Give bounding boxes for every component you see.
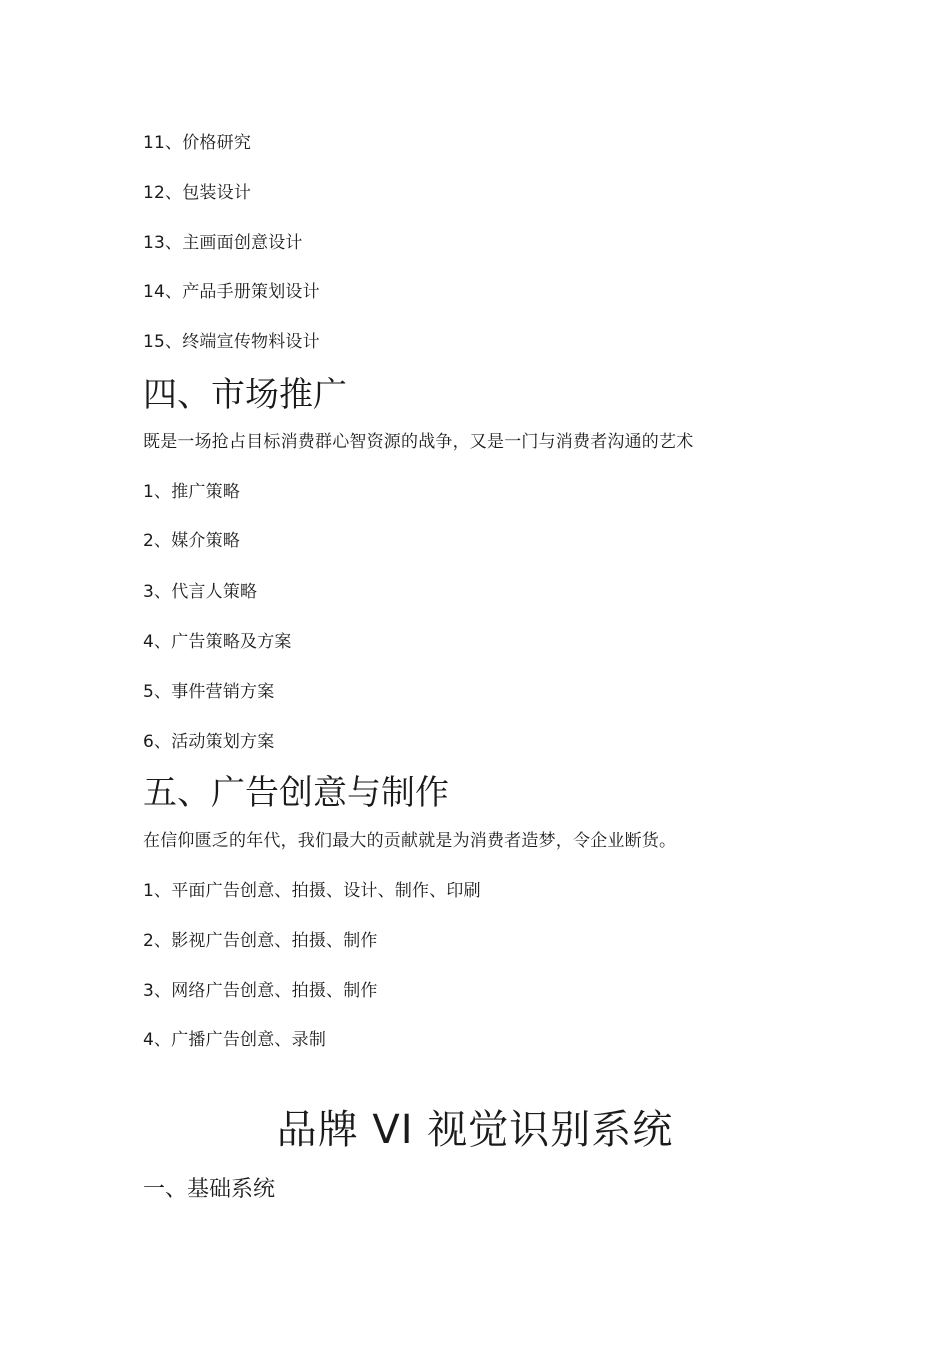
list-item: 4、广播广告创意、录制 (143, 1030, 327, 1050)
list-item: 6、活动策划方案 (143, 732, 275, 752)
section-five-intro: 在信仰匮乏的年代，我们最大的贡献就是为消费者造梦，令企业断货。 (143, 831, 677, 851)
section-four-heading: 四、市场推广 (143, 375, 347, 415)
list-item: 4、广告策略及方案 (143, 632, 292, 652)
list-item: 5、事件营销方案 (143, 682, 275, 702)
basic-system-heading: 一、基础系统 (143, 1177, 276, 1202)
list-item: 12、包装设计 (143, 183, 252, 203)
list-item: 15、终端宣传物料设计 (143, 332, 320, 352)
vi-system-title: 品牌 VI 视觉识别系统 (276, 1107, 674, 1153)
list-item: 1、推广策略 (143, 482, 241, 502)
list-item: 1、平面广告创意、拍摄、设计、制作、印刷 (143, 881, 481, 901)
list-item: 2、媒介策略 (143, 531, 241, 551)
section-five-heading: 五、广告创意与制作 (143, 773, 449, 813)
list-item: 3、代言人策略 (143, 582, 258, 602)
list-item: 14、产品手册策划设计 (143, 282, 320, 302)
list-item: 2、影视广告创意、拍摄、制作 (143, 931, 378, 951)
section-four-intro: 既是一场抢占目标消费群心智资源的战争，又是一门与消费者沟通的艺术 (143, 432, 694, 452)
list-item: 11、价格研究 (143, 133, 252, 153)
list-item: 13、主画面创意设计 (143, 233, 303, 253)
list-item: 3、网络广告创意、拍摄、制作 (143, 981, 378, 1001)
